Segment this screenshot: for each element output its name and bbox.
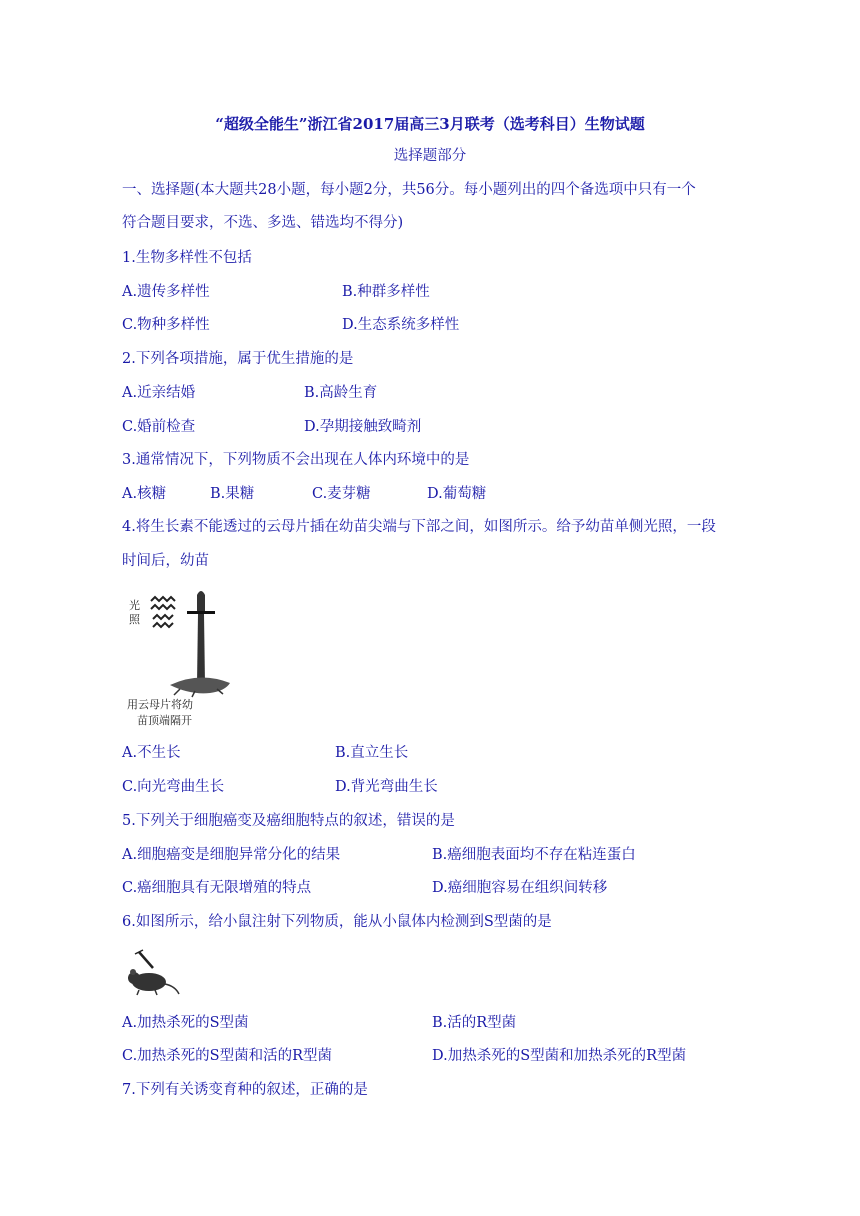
q5-option-a: A.细胞癌变是细胞异常分化的结果 bbox=[122, 847, 341, 863]
q4-option-b: B.直立生长 bbox=[335, 745, 409, 761]
q1-option-b: B.种群多样性 bbox=[342, 284, 430, 300]
q1-option-c: C.物种多样性 bbox=[122, 317, 210, 333]
q4-stem-line2: 时间后，幼苗 bbox=[122, 553, 209, 569]
q5-option-c: C.癌细胞具有无限增殖的特点 bbox=[122, 880, 312, 896]
q2-stem: 2.下列各项措施，属于优生措施的是 bbox=[122, 351, 354, 367]
mouse-figure bbox=[125, 948, 185, 1000]
figure-caption-line2: 苗顶端隔开 bbox=[137, 714, 192, 727]
q3-option-a: A.核糖 bbox=[122, 486, 167, 502]
q1-option-d: D.生态系统多样性 bbox=[342, 317, 460, 333]
q6-option-a: A.加热杀死的S型菌 bbox=[122, 1015, 249, 1031]
q6-option-d: D.加热杀死的S型菌和加热杀死的R型菌 bbox=[432, 1048, 687, 1064]
light-wave-icon bbox=[151, 597, 175, 627]
q2-option-d: D.孕期接触致畸剂 bbox=[304, 419, 422, 435]
mouse-icon bbox=[125, 948, 185, 1000]
q3-option-d: D.葡萄糖 bbox=[427, 486, 487, 502]
section-subtitle: 选择题部分 bbox=[393, 148, 467, 164]
q3-option-b: B.果糖 bbox=[210, 486, 255, 502]
q4-stem-line1: 4.将生长素不能透过的云母片插在幼苗尖端与下部之间，如图所示。给予幼苗单侧光照，一段 bbox=[122, 519, 716, 535]
q4-option-a: A.不生长 bbox=[122, 745, 181, 761]
mica-sheet bbox=[187, 611, 215, 614]
q2-option-a: A.近亲结婚 bbox=[122, 385, 196, 401]
q7-stem: 7.下列有关诱变育种的叙述，正确的是 bbox=[122, 1082, 368, 1098]
seedling-diagram bbox=[125, 585, 235, 730]
seedling-figure bbox=[125, 585, 235, 730]
q5-stem: 5.下列关于细胞癌变及癌细胞特点的叙述，错误的是 bbox=[122, 813, 455, 829]
q5-option-d: D.癌细胞容易在组织间转移 bbox=[432, 880, 608, 896]
section-instructions-line2: 符合题目要求，不选、多选、错选均不得分) bbox=[122, 215, 404, 231]
seedling-stem bbox=[197, 614, 205, 684]
seedling-tip bbox=[197, 591, 205, 611]
q6-option-c: C.加热杀死的S型菌和活的R型菌 bbox=[122, 1048, 333, 1064]
q2-option-b: B.高龄生育 bbox=[304, 385, 378, 401]
q2-option-c: C.婚前检查 bbox=[122, 419, 196, 435]
light-label-2: 照 bbox=[129, 613, 140, 626]
q3-option-c: C.麦芽糖 bbox=[312, 486, 371, 502]
section-instructions-line1: 一、选择题(本大题共28小题，每小题2分，共56分。每小题列出的四个备选项中只有一个 bbox=[122, 182, 696, 198]
q3-stem: 3.通常情况下，下列物质不会出现在人体内环境中的是 bbox=[122, 452, 470, 468]
exam-title: “超级全能生”浙江省2017届高三3月联考（选考科目）生物试题 bbox=[215, 115, 645, 133]
figure-caption-line1: 用云母片将幼 bbox=[127, 698, 193, 711]
q5-option-b: B.癌细胞表面均不存在粘连蛋白 bbox=[432, 847, 636, 863]
q6-option-b: B.活的R型菌 bbox=[432, 1015, 517, 1031]
q4-option-d: D.背光弯曲生长 bbox=[335, 779, 438, 795]
q4-option-c: C.向光弯曲生长 bbox=[122, 779, 225, 795]
q1-stem: 1.生物多样性不包括 bbox=[122, 250, 252, 266]
light-label-1: 光 bbox=[129, 599, 140, 612]
q6-stem: 6.如图所示，给小鼠注射下列物质，能从小鼠体内检测到S型菌的是 bbox=[122, 914, 552, 930]
q1-option-a: A.遗传多样性 bbox=[122, 284, 210, 300]
